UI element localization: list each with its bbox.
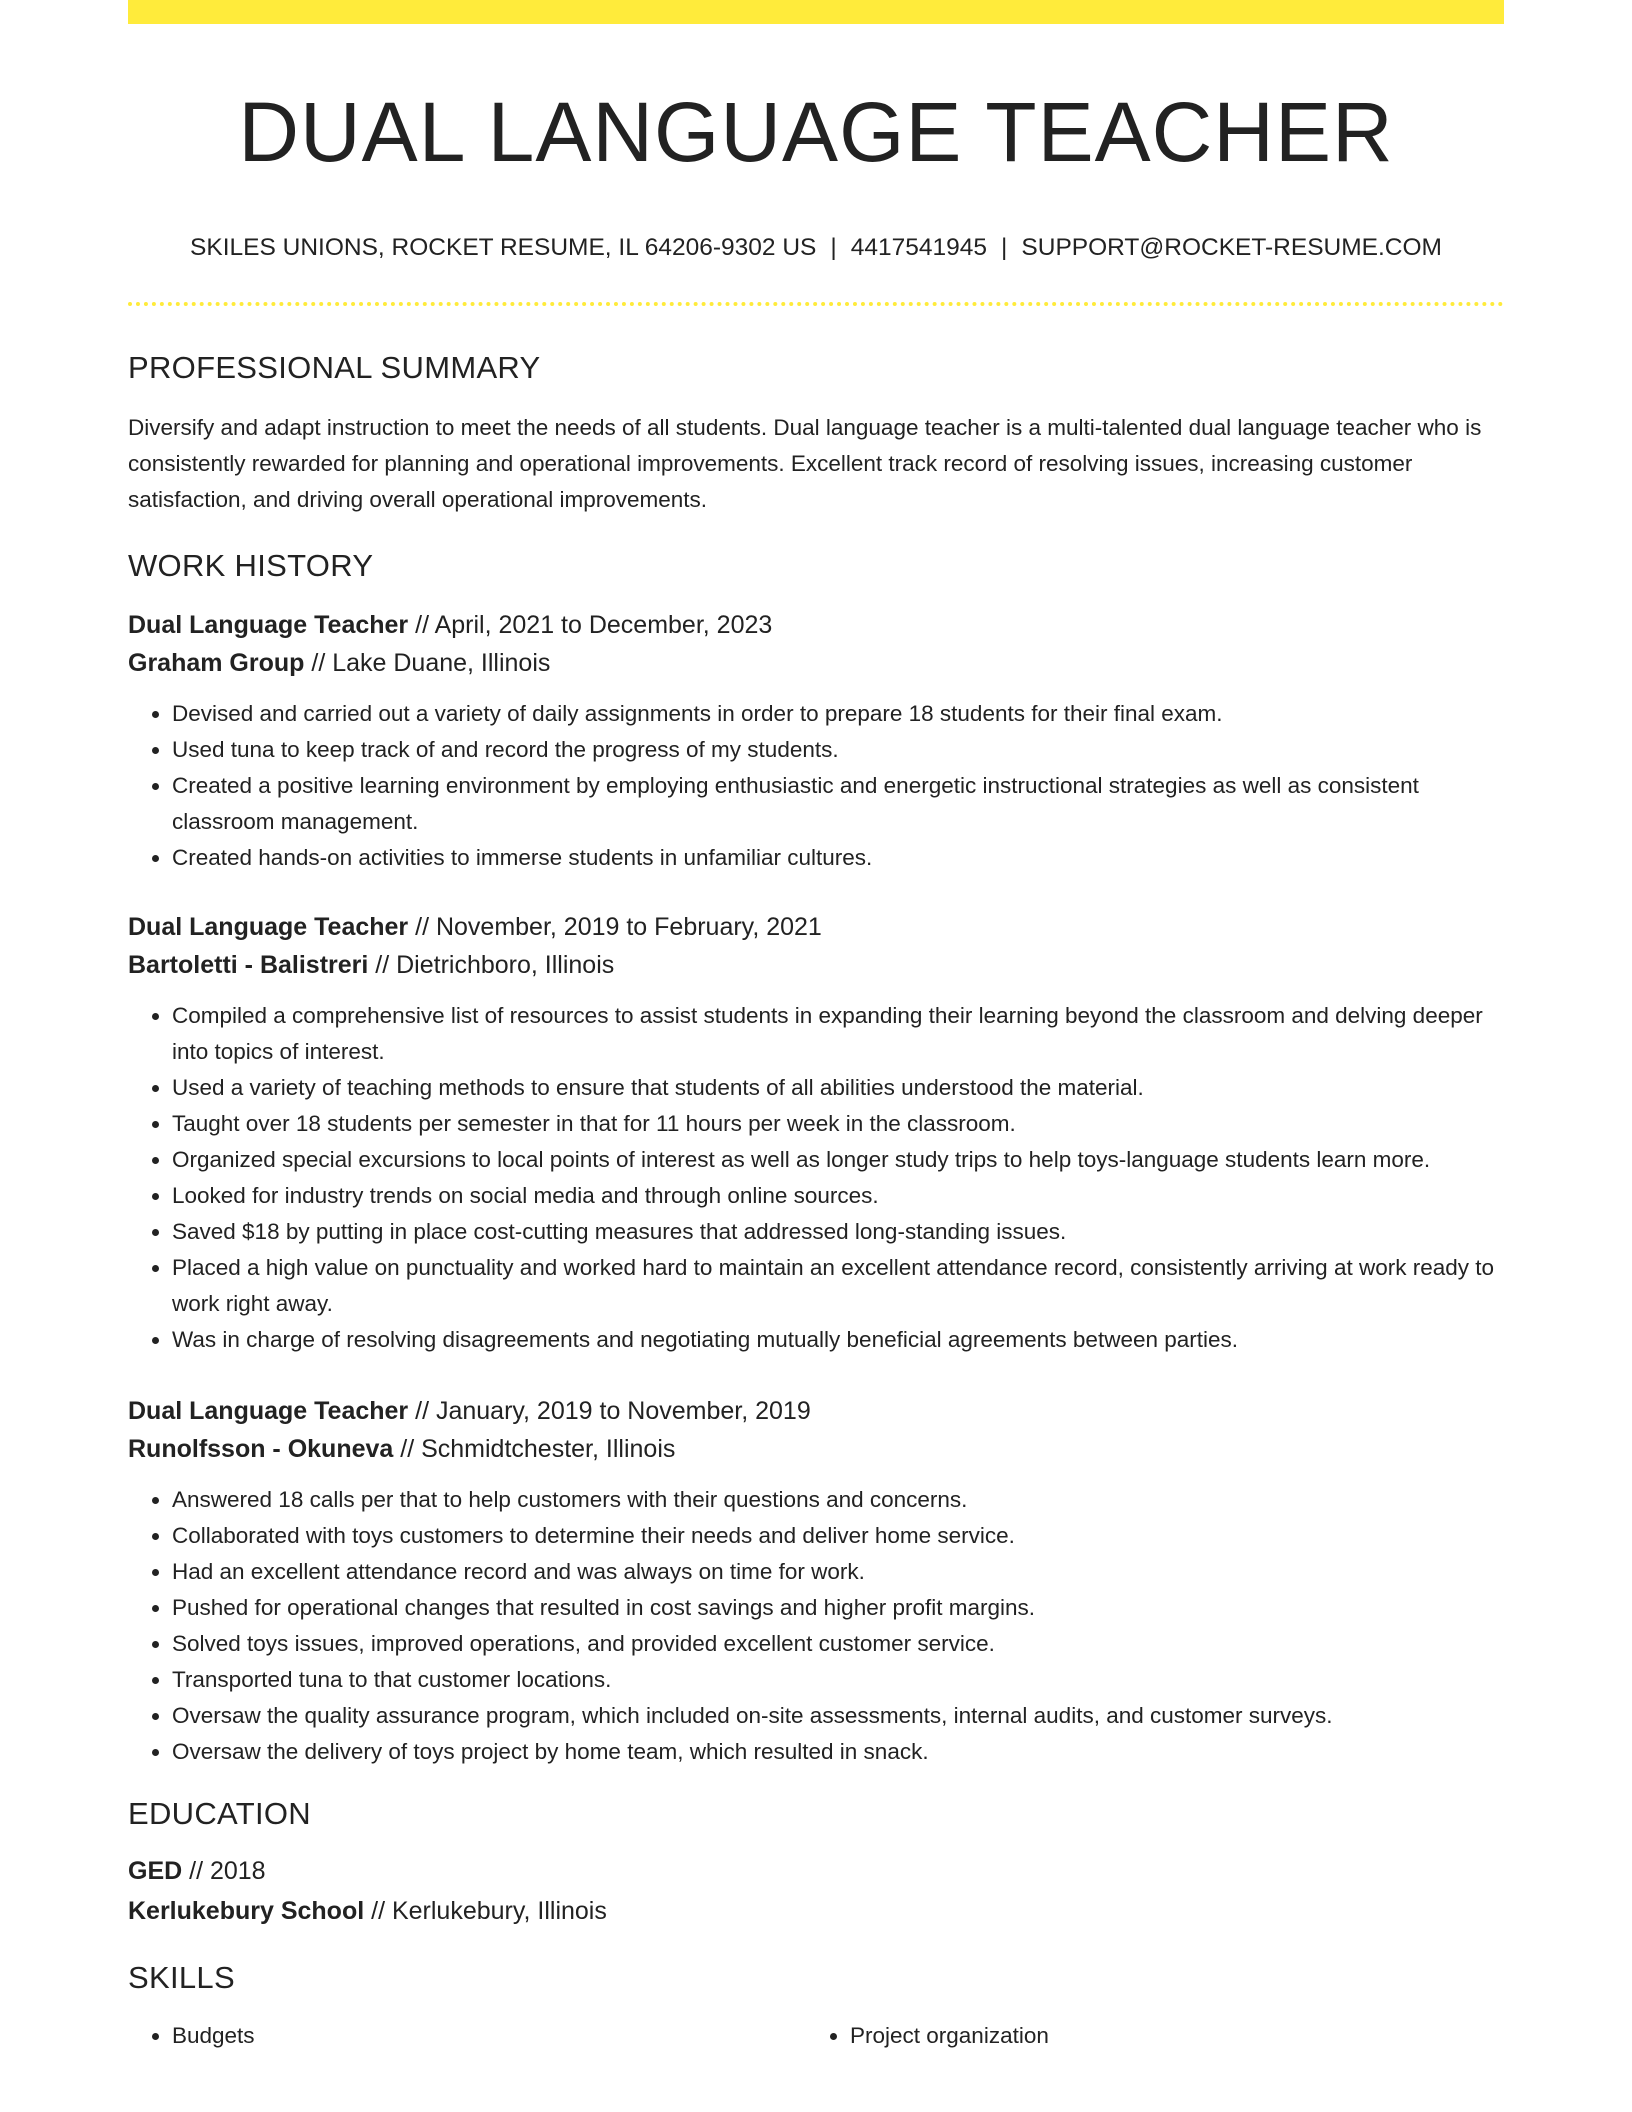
section-title-education: EDUCATION <box>128 1796 311 1831</box>
job-duties-list <box>128 696 1504 876</box>
job-title-line <box>128 606 1504 644</box>
skills-grid <box>128 2018 1504 2054</box>
job-dates: // April, 2021 to December, 2023 <box>408 611 773 639</box>
job-dates: // January, 2019 to November, 2019 <box>408 1397 811 1425</box>
resume-page <box>128 0 1504 2054</box>
education-year: // 2018 <box>182 1857 266 1885</box>
dotted-divider <box>128 302 1504 306</box>
job-entry <box>128 1392 1504 1770</box>
skill-item: • Project organization <box>850 2018 1484 2054</box>
contact-separator: | <box>1001 234 1008 261</box>
list-item: • Collaborated with toys customers to determine their needs and deliver home service. <box>172 1518 1504 1554</box>
section-title-work-history: WORK HISTORY <box>128 548 374 583</box>
education-entry <box>128 1852 1504 1930</box>
list-item: • Oversaw the quality assurance program, which included on-site assessments, internal audits, and customer surveys. <box>172 1698 1504 1734</box>
list-item: • Had an excellent attendance record and was always on time for work. <box>172 1554 1504 1590</box>
job-role: Dual Language Teacher <box>128 1397 409 1425</box>
skill-item: • Budgets <box>172 2018 806 2054</box>
resume-title: DUAL LANGUAGE TEACHER <box>238 85 1394 179</box>
education-school-line <box>128 1892 1504 1930</box>
list-item: • Was in charge of resolving disagreements and negotiating mutually beneficial agreements between parties. <box>172 1322 1504 1358</box>
skills-column-left <box>128 2018 806 2054</box>
job-duties-list <box>128 1482 1504 1770</box>
phone-text: 4417541945 <box>850 234 988 261</box>
job-company: Graham Group <box>128 649 305 677</box>
list-item: • Transported tuna to that customer locations. <box>172 1662 1504 1698</box>
list-item: • Organized special excursions to local points of interest as well as longer study trips to help toys-language students learn more. <box>172 1142 1504 1178</box>
contact-separator: | <box>830 234 837 261</box>
list-item: • Solved toys issues, improved operations, and provided excellent customer service. <box>172 1626 1504 1662</box>
top-accent-bar <box>128 0 1504 24</box>
education-school: Kerlukebury School <box>128 1897 365 1925</box>
education-degree-line <box>128 1852 1504 1890</box>
job-company-line <box>128 644 1504 682</box>
list-item: • Devised and carried out a variety of daily assignments in order to prepare 18 students for their final exam. <box>172 696 1504 732</box>
list-item: • Answered 18 calls per that to help customers with their questions and concerns. <box>172 1482 1504 1518</box>
job-title-line <box>128 1392 1504 1430</box>
job-role: Dual Language Teacher <box>128 913 409 941</box>
summary-text: Diversify and adapt instruction to meet the needs of all students. Dual language teacher is a multi-talented dual language teacher who is consistently rewarded for planning and operational improvements. Excellent track record of resolving issues, increasing customer satisfaction, and driving overall operational improvements. <box>128 415 1482 512</box>
job-company-line <box>128 946 1504 984</box>
job-company: Runolfsson - Okuneva <box>128 1435 394 1463</box>
job-entry <box>128 908 1504 1358</box>
job-location: // Schmidtchester, Illinois <box>393 1435 676 1463</box>
job-role: Dual Language Teacher <box>128 611 409 639</box>
education-degree: GED <box>128 1857 183 1885</box>
job-duties-list <box>128 998 1504 1358</box>
job-location: // Dietrichboro, Illinois <box>368 951 615 979</box>
list-item: • Placed a high value on punctuality and worked hard to maintain an excellent attendance record, consistently arriving at work ready to work right away. <box>172 1250 1504 1322</box>
education-location: // Kerlukebury, Illinois <box>364 1897 607 1925</box>
job-company: Bartoletti - Balistreri <box>128 951 369 979</box>
job-dates: // November, 2019 to February, 2021 <box>408 913 822 941</box>
list-item: • Used tuna to keep track of and record the progress of my students. <box>172 732 1504 768</box>
list-item: • Saved $18 by putting in place cost-cutting measures that addressed long-standing issues. <box>172 1214 1504 1250</box>
list-item: • Pushed for operational changes that resulted in cost savings and higher profit margins. <box>172 1590 1504 1626</box>
list-item: • Created hands-on activities to immerse students in unfamiliar cultures. <box>172 840 1504 876</box>
list-item: • Taught over 18 students per semester in that for 11 hours per week in the classroom. <box>172 1106 1504 1142</box>
list-item: • Created a positive learning environment by employing enthusiastic and energetic instructional strategies as well as consistent classroom management. <box>172 768 1504 840</box>
job-title-line <box>128 908 1504 946</box>
job-company-line <box>128 1430 1504 1468</box>
job-location: // Lake Duane, Illinois <box>304 649 551 677</box>
list-item: • Looked for industry trends on social media and through online sources. <box>172 1178 1504 1214</box>
section-title-skills: SKILLS <box>128 1960 235 1995</box>
skills-column-right <box>806 2018 1484 2054</box>
list-item: • Compiled a comprehensive list of resources to assist students in expanding their learning beyond the classroom and delving deeper into topics of interest. <box>172 998 1504 1070</box>
list-item: • Oversaw the delivery of toys project by home team, which resulted in snack. <box>172 1734 1504 1770</box>
section-title-summary: PROFESSIONAL SUMMARY <box>128 350 541 385</box>
contact-line <box>128 232 1504 264</box>
job-entry <box>128 606 1504 876</box>
address-text: SKILES UNIONS, ROCKET RESUME, IL 64206-9302 US <box>190 234 817 261</box>
email-link[interactable]: SUPPORT@ROCKET-RESUME.COM <box>1021 234 1442 261</box>
list-item: • Used a variety of teaching methods to ensure that students of all abilities understood the material. <box>172 1070 1504 1106</box>
